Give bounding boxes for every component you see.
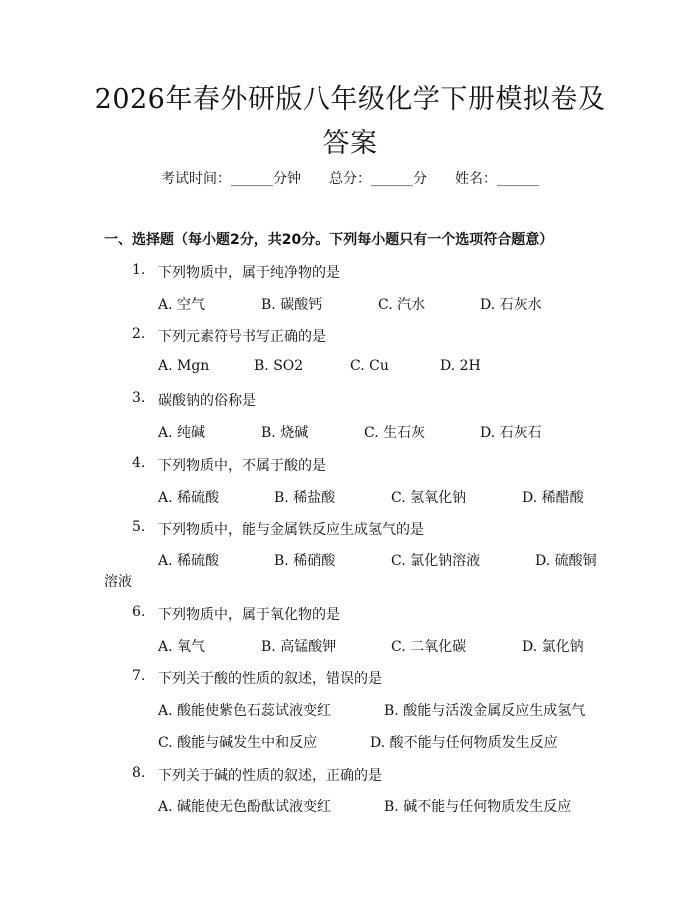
question-number: 7. — [132, 668, 146, 684]
option-a: A. 酸能使紫色石蕊试液变红 — [158, 703, 332, 719]
option-d-continuation: 溶液 — [104, 574, 132, 590]
option-b: B. 酸能与活泼金属反应生成氢气 — [384, 703, 586, 719]
option-b: B. 碳酸钙 — [261, 297, 323, 313]
option-a: A. 氧气 — [158, 639, 206, 655]
option-a: A. Mgn — [158, 358, 210, 374]
question-number: 4. — [132, 455, 146, 471]
question-text: 下列物质中，属于氧化物的是 — [158, 607, 340, 623]
question-text: 下列物质中，能与金属铁反应生成氢气的是 — [158, 522, 424, 538]
option-d: D. 稀醋酸 — [522, 490, 584, 506]
option-d: D. 石灰水 — [480, 297, 542, 313]
option-c: C. 二氧化碳 — [391, 639, 467, 655]
option-d: D. 酸不能与任何物质发生反应 — [370, 735, 558, 751]
option-c: C. 酸能与碱发生中和反应 — [158, 735, 318, 751]
question-number: 5. — [132, 519, 146, 535]
option-d: D. 石灰石 — [480, 425, 542, 441]
question-text: 下列关于酸的性质的叙述，错误的是 — [158, 671, 382, 687]
option-c: C. Cu — [350, 358, 389, 374]
option-c: C. 氯化钠溶液 — [391, 553, 481, 569]
question-text: 下列元素符号书写正确的是 — [158, 329, 326, 345]
exam-name: 姓名：______ — [455, 171, 539, 187]
exam-meta — [0, 168, 700, 188]
question-number: 1. — [132, 262, 146, 278]
option-b: B. 稀盐酸 — [274, 490, 336, 506]
question-number: 8. — [132, 765, 146, 781]
option-d: D. 硫酸铜 — [535, 553, 597, 569]
option-b: B. 碱不能与任何物质发生反应 — [384, 799, 572, 815]
question-number: 3. — [132, 390, 146, 406]
option-a: A. 稀硫酸 — [158, 490, 220, 506]
option-a: A. 空气 — [158, 297, 206, 313]
option-c: C. 生石灰 — [364, 425, 426, 441]
option-b: B. 稀硝酸 — [274, 553, 336, 569]
option-a: A. 纯碱 — [158, 425, 206, 441]
option-a: A. 稀硫酸 — [158, 553, 220, 569]
option-b: B. SO2 — [254, 358, 304, 374]
question-text: 下列物质中，不属于酸的是 — [158, 458, 326, 474]
exam-score: 总分：______分 — [329, 171, 427, 187]
option-c: C. 汽水 — [378, 297, 426, 313]
option-a: A. 碱能使无色酚酞试液变红 — [158, 799, 332, 815]
question-text: 碳酸钠的俗称是 — [158, 393, 256, 409]
exam-time: 考试时间：______分钟 — [161, 171, 301, 187]
option-b: B. 高锰酸钾 — [261, 639, 337, 655]
option-b: B. 烧碱 — [261, 425, 309, 441]
option-d: D. 2H — [440, 358, 481, 374]
option-d: D. 氯化钠 — [522, 639, 584, 655]
page-title: 2026年春外研版八年级化学下册模拟卷及答案 — [94, 84, 606, 159]
question-number: 6. — [132, 604, 146, 620]
option-c: C. 氢氧化钠 — [391, 490, 467, 506]
question-number: 2. — [132, 326, 146, 342]
question-text: 下列关于碱的性质的叙述，正确的是 — [158, 768, 382, 784]
section-heading: 一、选择题（每小题2分，共20分。下列每小题只有一个选项符合题意） — [104, 232, 554, 248]
question-text: 下列物质中，属于纯净物的是 — [158, 265, 340, 281]
